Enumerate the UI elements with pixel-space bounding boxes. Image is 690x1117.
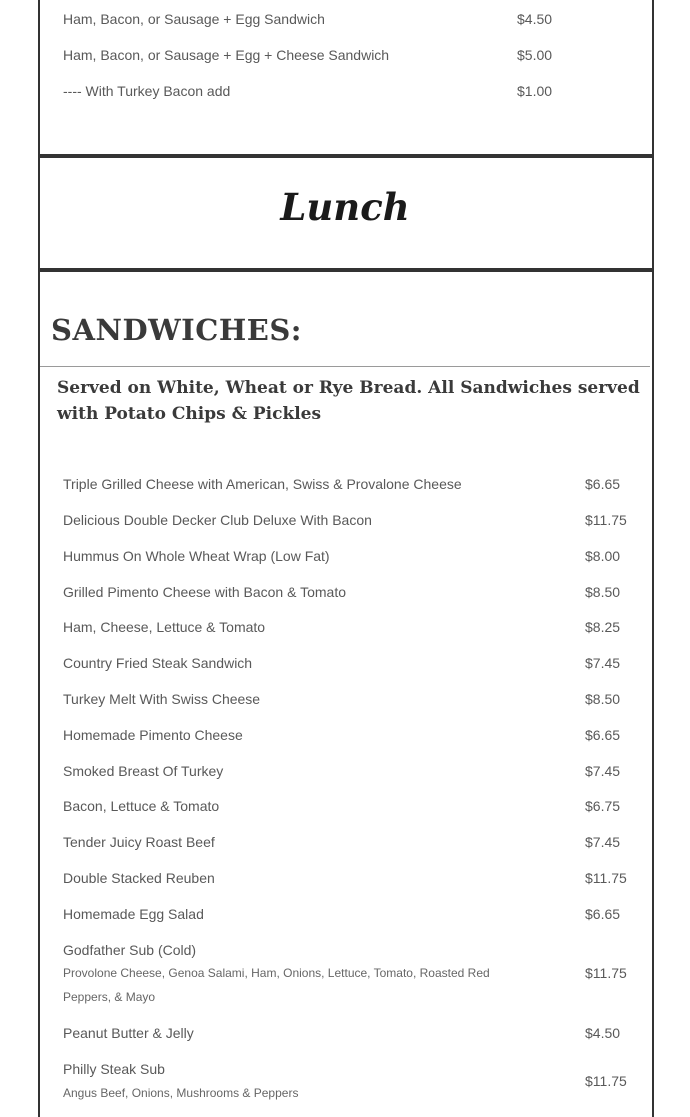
menu-item-name: Tender Juicy Roast Beef <box>63 834 215 850</box>
menu-item-name: Double Stacked Reuben <box>63 870 215 886</box>
section-divider <box>38 268 652 272</box>
menu-item-price: $7.45 <box>585 834 621 850</box>
section-divider <box>38 154 652 158</box>
menu-item-name: Philly Steak Sub <box>63 1061 165 1077</box>
menu-item-price: $11.75 <box>585 512 627 528</box>
menu-item-description: Provolone Cheese, Genoa Salami, Ham, Onions, Lettuce, Tomato, Roasted Red Peppers, & Mayo <box>63 966 490 1004</box>
menu-item-name: Peanut Butter & Jelly <box>63 1025 194 1041</box>
menu-item-price: $11.75 <box>585 870 627 886</box>
heading-underline <box>40 366 650 367</box>
section-heading: SANDWICHES: <box>51 313 302 347</box>
menu-item-price: $5.00 <box>517 47 553 63</box>
menu-item-name: Smoked Breast Of Turkey <box>63 763 224 779</box>
menu-item-price: $11.75 <box>585 1073 627 1089</box>
menu-item-price: $7.45 <box>585 655 621 671</box>
menu-item-price: $6.65 <box>585 727 621 743</box>
menu-item-name: Country Fried Steak Sandwich <box>63 655 253 671</box>
menu-item-name: Homemade Pimento Cheese <box>63 727 243 743</box>
menu-item-price: $8.50 <box>585 584 621 600</box>
menu-item-price: $8.00 <box>585 548 621 564</box>
menu-item-price: $4.50 <box>517 11 553 27</box>
menu-item-name: Godfather Sub (Cold) <box>63 942 197 958</box>
menu-item-price: $7.45 <box>585 763 621 779</box>
lunch-title: Lunch <box>280 185 410 229</box>
menu-item-price: $11.75 <box>585 965 627 981</box>
menu-item-name: Ham, Bacon, or Sausage + Egg + Cheese Sandwich <box>63 47 390 63</box>
menu-item-name: Homemade Egg Salad <box>63 906 204 922</box>
menu-item-name: Grilled Pimento Cheese with Bacon & Tomato <box>63 584 346 600</box>
menu-item-name: Ham, Cheese, Lettuce & Tomato <box>63 619 266 635</box>
menu-item-price: $8.50 <box>585 691 621 707</box>
menu-item-price: $8.25 <box>585 619 621 635</box>
menu-item-name: Turkey Melt With Swiss Cheese <box>63 691 261 707</box>
menu-item-description: Angus Beef, Onions, Mushrooms & Peppers <box>63 1086 299 1100</box>
menu-item-price: $6.75 <box>585 798 621 814</box>
menu-item-name: Triple Grilled Cheese with American, Swiss & Provalone Cheese <box>63 476 462 492</box>
menu-item-name: Hummus On Whole Wheat Wrap (Low Fat) <box>63 548 330 564</box>
menu-item-price: $6.65 <box>585 906 621 922</box>
menu-item-name: ---- With Turkey Bacon add <box>63 83 231 99</box>
section-note: Served on White, Wheat or Rye Bread. All Sandwiches served with Potato Chips & Pickles <box>57 378 640 424</box>
menu-item-name: Bacon, Lettuce & Tomato <box>63 798 220 814</box>
menu-item-price: $6.65 <box>585 476 621 492</box>
menu-item-price: $4.50 <box>585 1025 621 1041</box>
menu-item-name: Delicious Double Decker Club Deluxe With Bacon <box>63 512 372 528</box>
menu-item-name: Ham, Bacon, or Sausage + Egg Sandwich <box>63 11 325 27</box>
menu-item-price: $1.00 <box>517 83 553 99</box>
